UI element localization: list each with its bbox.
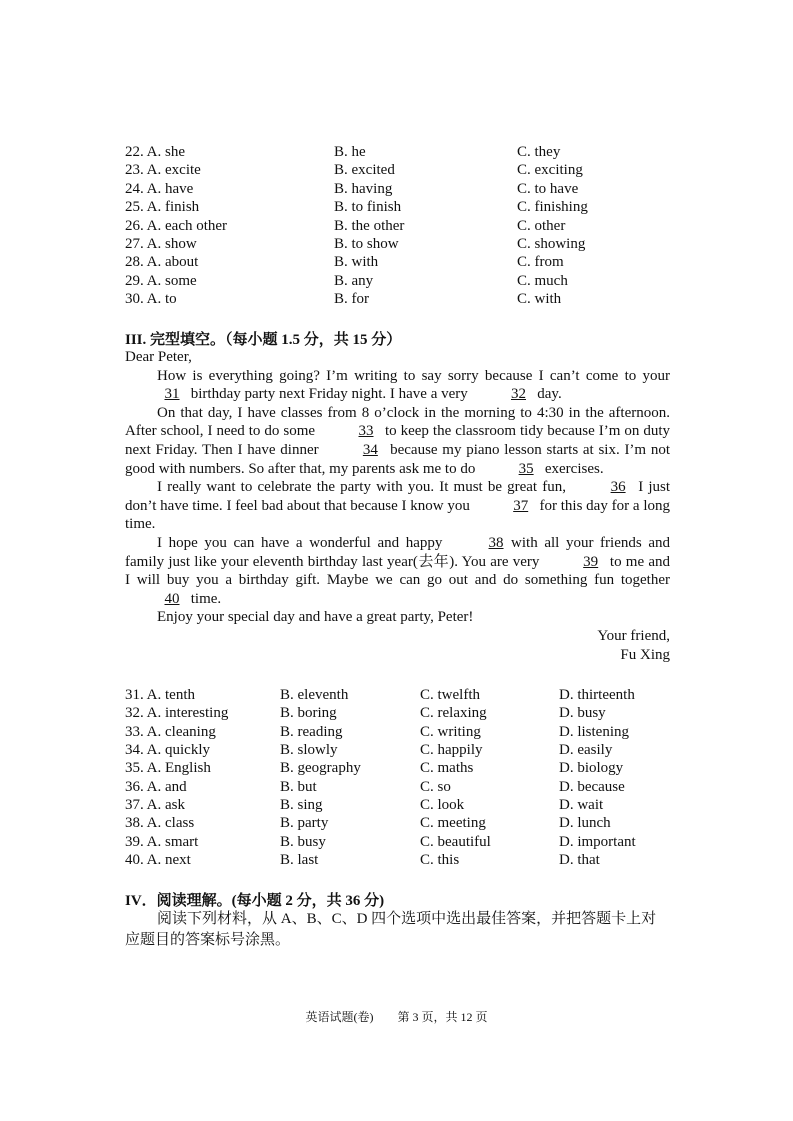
option-d: D. lunch [559,815,611,832]
option-c: C. so [420,778,451,795]
letter-text: I just don’t have time. I feel bad about that because I know you [125,479,670,514]
blank-36: 36 [610,479,626,496]
section-3-title: III. 完型填空。（每小题 1.5 分，共 15 分） [125,332,402,348]
option-c: C. relaxing [420,705,487,722]
option-d: D. that [559,852,600,869]
option-b: B. slowly [280,742,338,759]
option-c: C. happily [420,742,483,759]
letter-text: exercises. [541,460,604,477]
letter-text: to keep the classroom tidy because I’m on duty next Friday. Then I have dinner [125,423,670,458]
option-row [125,833,685,851]
option-a: 40. A. next [125,852,191,869]
option-a: 29. A. some [125,272,197,289]
option-b: B. geography [280,760,361,777]
option-a: 36. A. and [125,778,187,795]
option-row [125,759,685,777]
option-row [125,796,685,814]
option-row [125,235,685,253]
option-b: B. the other [334,217,405,234]
option-a: 22. A. she [125,144,185,160]
option-b: B. eleventh [280,687,349,703]
letter-paragraph [125,367,670,404]
letter-paragraph [125,404,670,478]
option-c: C. maths [420,760,474,777]
option-b: B. for [334,291,369,308]
letter-text: to me and I will buy you a birthday gift. Maybe we can go out and do something fun together [125,553,671,589]
letter-signature: Fu Xing [620,646,670,663]
option-a: 39. A. smart [125,833,199,850]
option-c: C. twelfth [420,687,480,703]
option-a: 27. A. show [125,235,197,252]
option-a: 23. A. excite [125,162,201,179]
blank-38: 38 [488,534,504,551]
option-c: C. exciting [517,162,583,179]
letter-paragraph [125,478,670,534]
option-row [125,161,685,179]
option-b: B. any [334,272,374,289]
letter-text: for this day for a long time. [125,497,670,533]
letter-text: birthday party next Friday night. I have a very [187,386,472,403]
option-c: C. this [420,852,460,869]
option-c: C. meeting [420,815,486,832]
blank-37: 37 [513,497,529,514]
option-row [125,704,685,722]
option-a: 26. A. each other [125,217,228,234]
option-a: 24. A. have [125,180,194,197]
options-31-40 [125,686,685,869]
option-b: B. sing [280,797,323,814]
option-b: B. to show [334,235,399,252]
option-row [125,814,685,832]
letter-text: I hope you can have a wonderful and happy [157,534,450,551]
option-c: C. finishing [517,199,588,216]
letter-greeting: Dear Peter, [125,349,192,365]
blank-40: 40 [164,590,180,607]
option-row [125,198,685,216]
blank-32: 32 [511,386,527,403]
cloze-letter [125,348,670,664]
option-c: C. they [517,144,561,160]
option-a: 35. A. English [125,760,211,777]
blank-31: 31 [164,386,180,403]
letter-text: because my piano lesson starts at six. I’m not good with numbers. So after that, my parents ask me to do [125,441,670,477]
option-a: 30. A. to [125,291,177,308]
letter-text: On that day, I have classes from 8 o’clock in the morning to 4:30 in the afternoon. After school, I need to do some [125,404,670,440]
option-a: 33. A. cleaning [125,723,216,740]
option-d: D. busy [559,705,606,722]
section-4-instruction: 阅读下列材料，从 A、B、C、D 四个选项中选出最佳答案，并把答题卡上对应题目的答案标号涂黑。 [125,911,657,948]
option-row [125,686,685,704]
option-a: 32. A. interesting [125,705,229,722]
option-row [125,180,685,198]
blank-35: 35 [518,460,534,477]
option-b: B. he [334,144,366,160]
option-row [125,778,685,796]
option-c: C. with [517,291,562,308]
option-row [125,741,685,759]
blank-33: 33 [358,423,374,440]
option-b: B. boring [280,705,337,722]
option-c: C. other [517,217,566,234]
option-b: B. busy [280,833,326,850]
option-c: C. much [517,272,568,289]
option-a: 31. A. tenth [125,687,195,703]
page-footer: 英语试题(卷) 第 3 页，共 12 页 [305,1010,488,1024]
option-row [125,851,685,869]
letter-text: with all your friends and family just like your eleventh birthday last year(去年). You are very [125,534,670,570]
letter-text: time. [187,590,222,607]
letter-closing: Your friend, [597,627,670,644]
options-22-30 [125,143,685,309]
option-b: B. last [280,852,319,869]
section-4-instruction-block [125,909,670,951]
option-row [125,723,685,741]
section-4-title: IV．阅读理解。(每小题 2 分，共 36 分) [125,893,385,909]
option-c: C. showing [517,235,586,252]
option-b: B. with [334,254,379,271]
option-b: B. party [280,815,329,832]
option-a: 37. A. ask [125,797,185,814]
option-b: B. but [280,778,317,795]
option-a: 34. A. quickly [125,742,210,759]
option-a: 25. A. finish [125,199,200,216]
option-d: D. easily [559,742,613,759]
option-d: D. thirteenth [559,687,635,703]
option-c: C. beautiful [420,833,491,850]
letter-closing-line: Enjoy your special day and have a great party, Peter! [157,609,474,626]
option-a: 28. A. about [125,254,199,271]
option-row [125,272,685,290]
option-d: D. wait [559,797,604,814]
option-row [125,290,685,308]
option-d: D. biology [559,760,624,777]
option-b: B. to finish [334,199,402,216]
option-b: B. reading [280,723,343,740]
option-b: B. excited [334,162,395,179]
letter-text: How is everything going? I’m writing to say sorry because I can’t come to your [157,367,670,384]
letter-paragraph [125,534,670,608]
option-b: B. having [334,180,393,197]
option-row [125,143,685,161]
option-d: D. listening [559,723,629,740]
blank-34: 34 [362,441,378,458]
option-a: 38. A. class [125,815,195,832]
option-d: D. important [559,833,636,850]
letter-text: I really want to celebrate the party with you. It must be great fun, [157,479,572,496]
letter-text: day. [533,386,562,403]
option-c: C. to have [517,180,579,197]
option-c: C. writing [420,723,481,740]
option-c: C. look [420,797,465,814]
blank-39: 39 [583,553,599,570]
option-d: D. because [559,778,625,795]
option-c: C. from [517,254,564,271]
option-row [125,253,685,271]
option-row [125,217,685,235]
